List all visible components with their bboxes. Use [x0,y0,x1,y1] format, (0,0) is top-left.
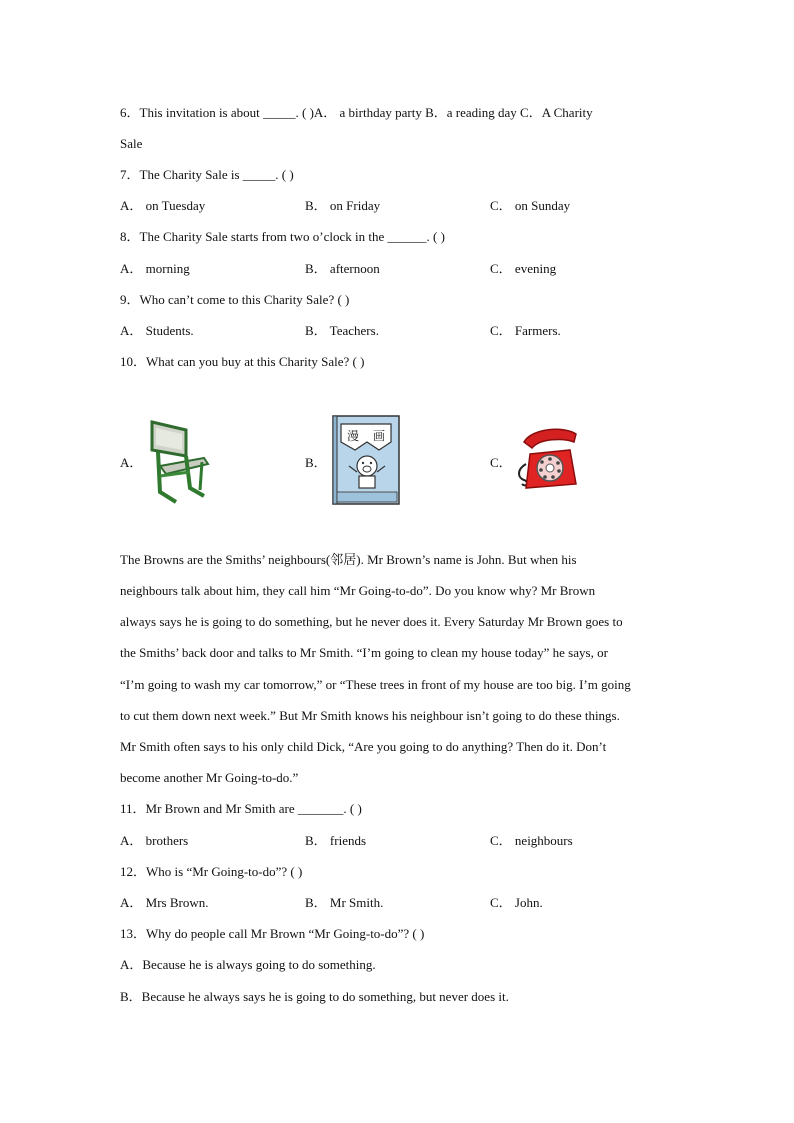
passage-line: neighbours talk about him, they call him “Mr Going-to-do”. Do you know why? Mr Brown [120,583,596,598]
q12-option-b[interactable]: B． Mr Smith. [305,895,384,910]
q10-option-c-label: C． [490,455,512,470]
q10-option-c[interactable] [490,410,670,510]
q7-option-c[interactable]: C． on Sunday [490,198,571,213]
q9-option-a[interactable]: A． Students. [120,323,194,338]
q12-option-c[interactable]: C． John. [490,895,543,910]
q10-question: 10．What can you buy at this Charity Sale? ( ) [120,354,365,369]
passage-line: The Browns are the Smiths’ neighbours(邻居). Mr Brown’s name is John. But when his [120,552,577,567]
q8-question: 8．The Charity Sale starts from two o’clock in the ______. ( ) [120,229,445,244]
q11-question: 11．Mr Brown and Mr Smith are _______. ( ) [120,801,362,816]
q9-option-c[interactable]: C． Farmers. [490,323,561,338]
passage-line: “I’m going to wash my car tomorrow,” or “These trees in front of my house are too big. I’m going [120,677,631,692]
q9-question: 9．Who can’t come to this Charity Sale? ( ) [120,292,350,307]
q7-question: 7．The Charity Sale is _____. ( ) [120,167,294,182]
q8-option-b[interactable]: B． afternoon [305,261,380,276]
q7-option-b[interactable]: B． on Friday [305,198,381,213]
q10-option-a[interactable] [120,410,300,510]
q8-options [120,260,680,278]
q6-line2: Sale [120,136,143,151]
q13-question: 13．Why do people call Mr Brown “Mr Going-to-do”? ( ) [120,926,425,941]
school-chair-icon [146,416,212,504]
q11-option-a[interactable]: A． brothers [120,833,189,848]
comic-book-icon [331,414,403,508]
q10-option-a-label: A． [120,455,143,470]
q6-line1: 6．This invitation is about _____. ( )A． a birthday party B．a reading day C．A Charity [120,105,593,120]
q8-option-a[interactable]: A． morning [120,261,190,276]
passage-line: Mr Smith often says to his only child Dick, “Are you going to do anything? Then do it. Don’t [120,739,607,754]
q10-option-b[interactable] [305,410,485,510]
q13-option-b[interactable]: B．Because he always says he is going to do something, but never does it. [120,989,509,1004]
q10-option-b-label: B． [305,455,327,470]
q9-options [120,322,680,340]
q8-option-c[interactable]: C． evening [490,261,557,276]
q11-option-c[interactable]: C． neighbours [490,833,573,848]
q12-question: 12．Who is “Mr Going-to-do”? ( ) [120,864,303,879]
q11-option-b[interactable]: B． friends [305,833,367,848]
q10-image-options [120,410,680,510]
passage-line: become another Mr Going-to-do.” [120,770,299,785]
q11-options [120,832,680,850]
telephone-icon [512,424,582,496]
passage-line: always says he is going to do something, but he never does it. Every Saturday Mr Brown goes to [120,614,623,629]
passage-line: to cut them down next week.” But Mr Smith knows his neighbour isn’t going to do these things. [120,708,620,723]
q12-option-a[interactable]: A． Mrs Brown. [120,895,209,910]
q12-options [120,894,680,912]
q13-option-a[interactable]: A．Because he is always going to do something. [120,957,376,972]
comic-char-1: 漫 [346,429,360,443]
q7-option-a[interactable]: A． on Tuesday [120,198,206,213]
q9-option-b[interactable]: B． Teachers. [305,323,379,338]
comic-char-2: 画 [372,429,386,443]
q7-options [120,197,680,215]
passage-line: the Smiths’ back door and talks to Mr Smith. “I’m going to clean my house today” he says, or [120,645,608,660]
